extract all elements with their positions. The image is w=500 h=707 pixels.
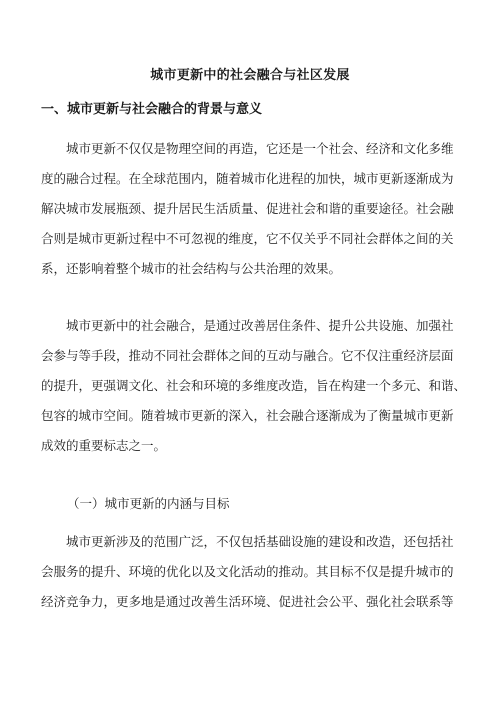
paragraph-line: 系，还影响着整个城市的社会结构与公共治理的效果。 [41,261,342,276]
paragraph-line: 经济竞争力，更多地是通过改善生活环境、促进社会公平、强化社会联系等 [41,594,454,609]
paragraph-line: 城市更新不仅仅是物理空间的再造，它还是一个社会、经济和文化多维 [66,141,454,156]
paragraph-line: 成效的重要标志之一。 [41,438,167,453]
subsection-heading: （一）城市更新的内涵与目标 [67,496,230,511]
section-heading: 一、城市更新与社会融合的背景与意义 [41,102,263,117]
paragraph-line: 度的融合过程。在全球范围内，随着城市化进程的加快，城市更新逐渐成为 [41,171,454,186]
paragraph-line: 会参与等手段，推动不同社会群体之间的互动与融合。它不仅注重经济层面 [41,348,454,363]
paragraph-line: 城市更新中的社会融合，是通过改善居住条件、提升公共设施、加强社 [66,318,454,333]
paragraph-3 [41,527,460,617]
paragraph-line: 会服务的提升、环境的优化以及文化活动的推动。其目标不仅是提升城市的 [41,564,454,579]
paragraph-line: 合则是城市更新过程中不可忽视的维度，它不仅关乎不同社会群体之间的关 [41,231,454,246]
paragraph-line: 解决城市发展瓶颈、提升居民生活质量、促进社会和谐的重要途径。社会融 [41,201,454,216]
paragraph-line: 城市更新涉及的范围广泛，不仅包括基础设施的建设和改造，还包括社 [66,534,454,549]
paragraph-2 [41,311,467,461]
page-title: 城市更新中的社会融合与社区发展 [150,68,350,83]
paragraph-1 [41,134,460,284]
paragraph-line: 的提升，更强调文化、社会和环境的多维度改造，旨在构建一个多元、和谐、 [41,378,467,393]
paragraph-line: 包容的城市空间。随着城市更新的深入，社会融合逐渐成为了衡量城市更新 [41,408,454,423]
